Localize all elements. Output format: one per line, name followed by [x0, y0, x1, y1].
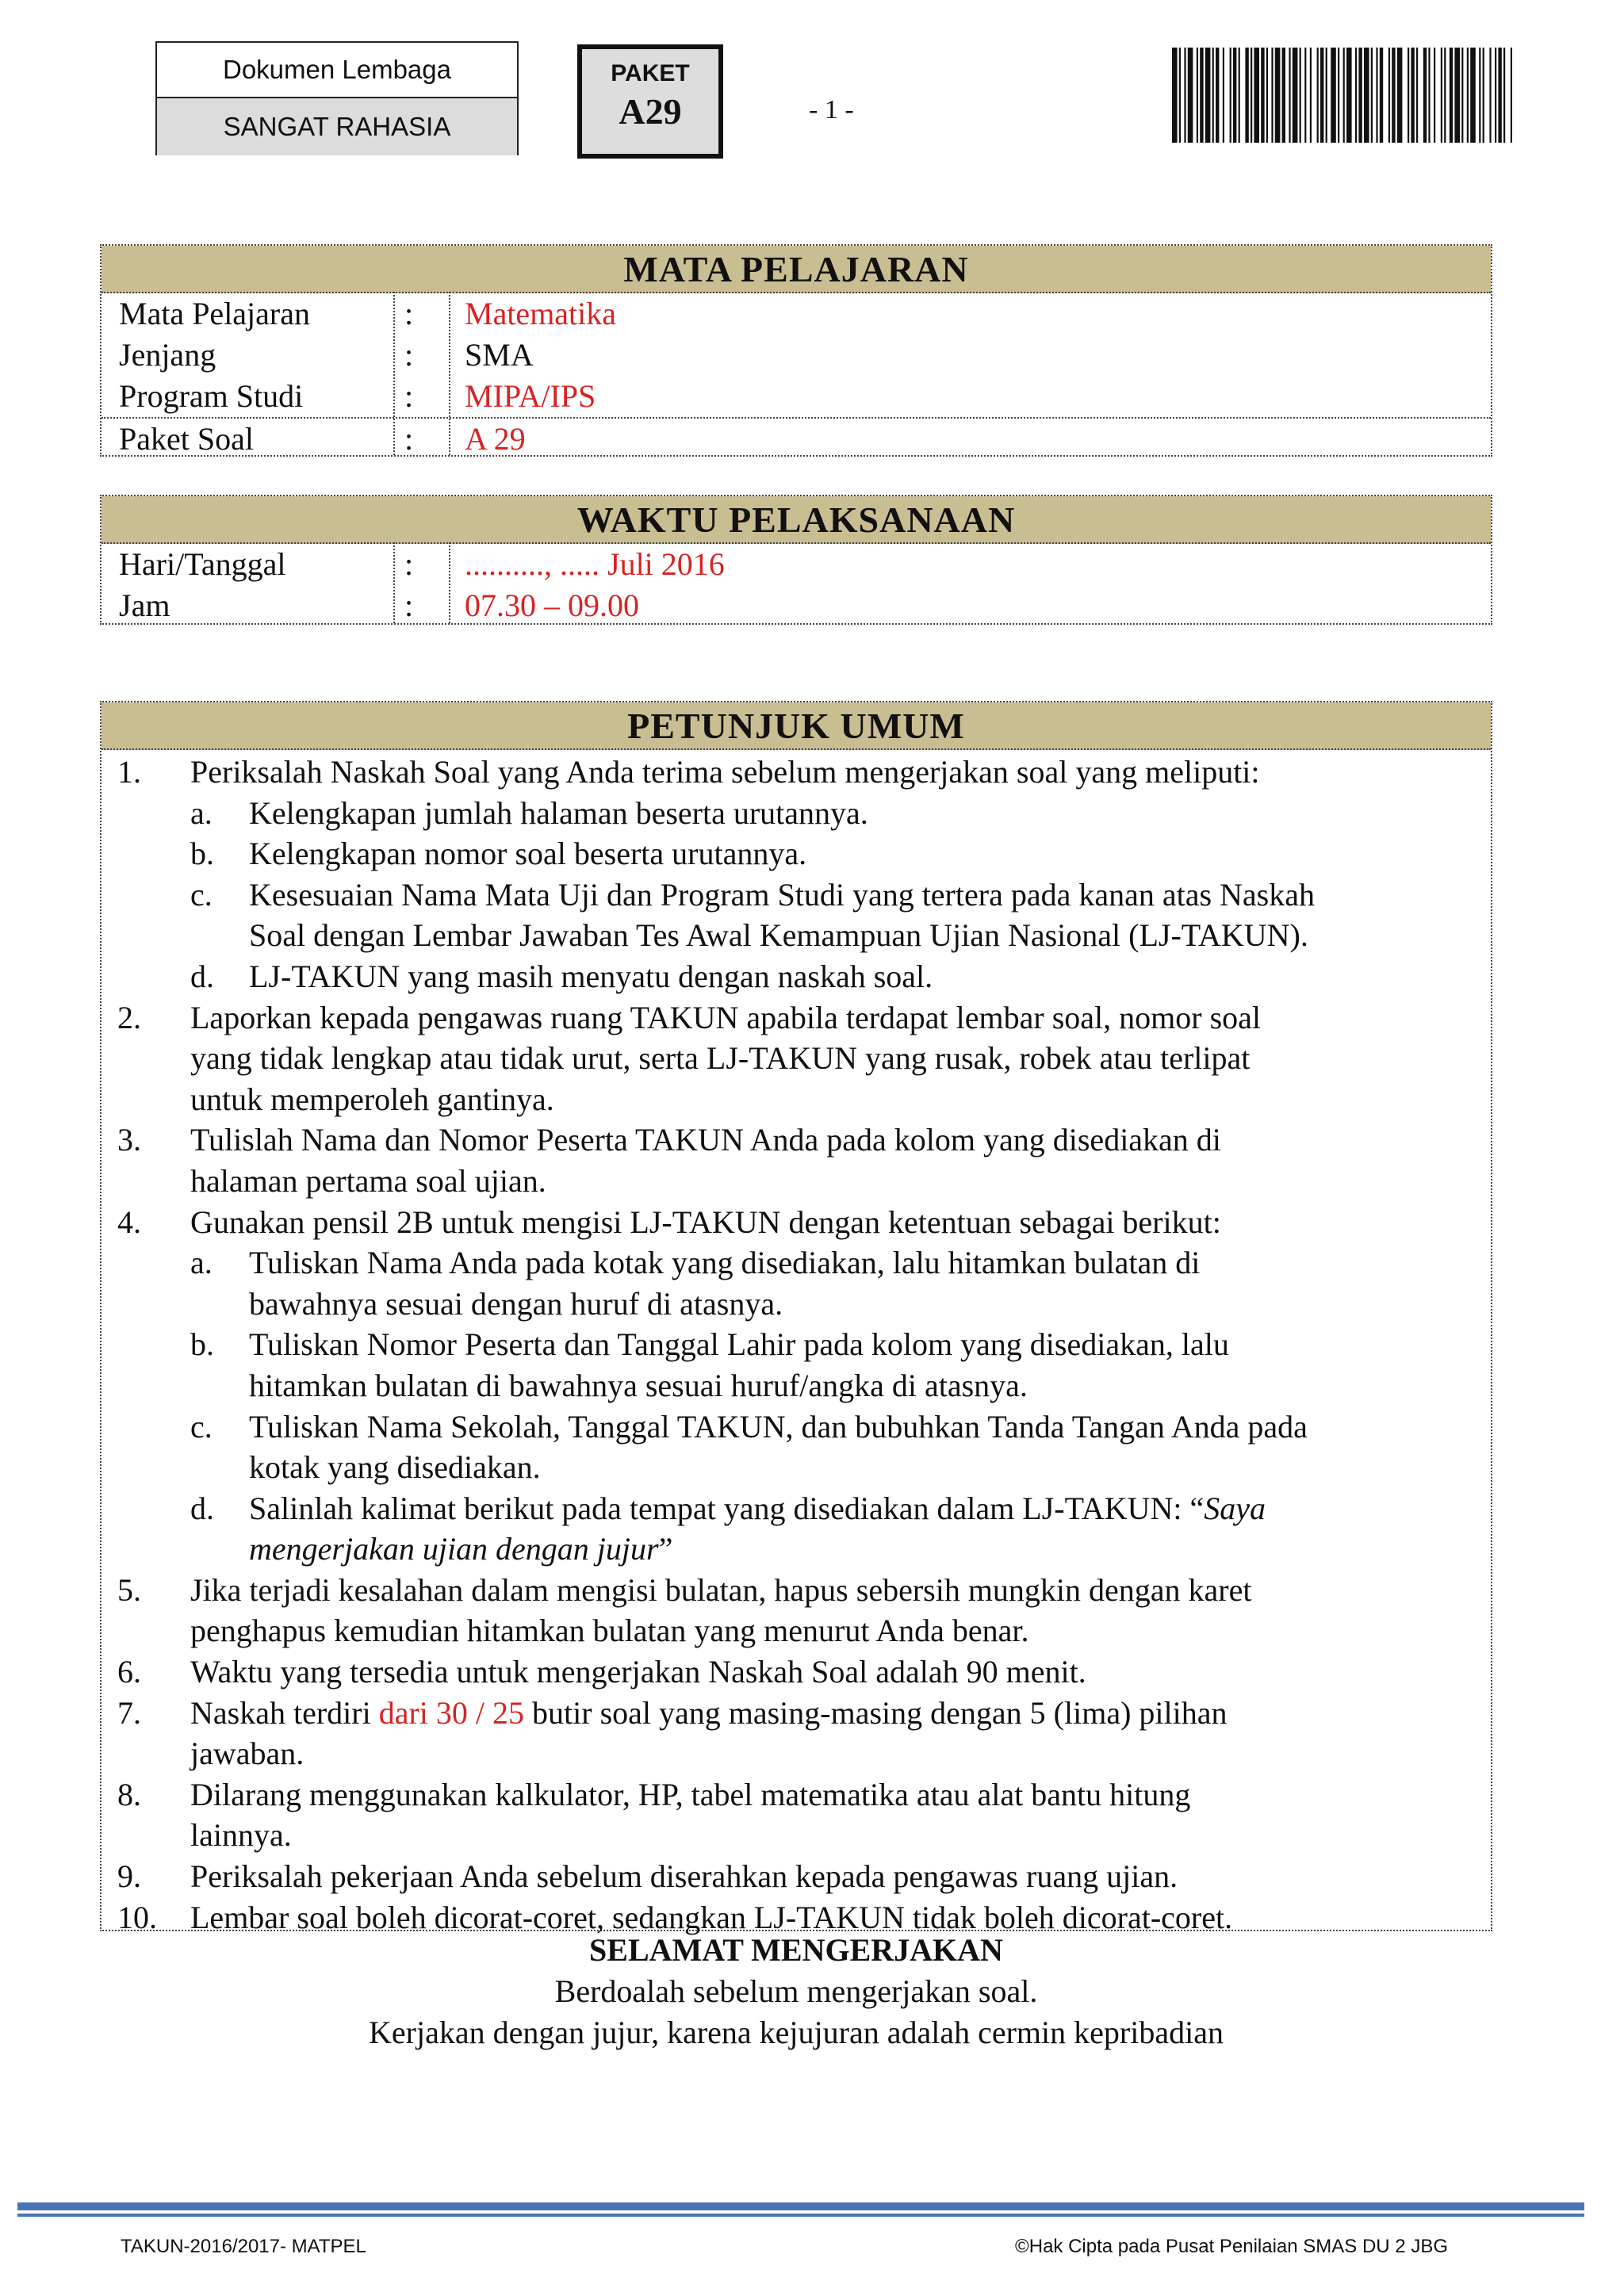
item-letter: a.: [190, 794, 213, 831]
closing-line: Kerjakan dengan jujur, karena kejujuran adalah cermin kepribadian: [369, 2015, 1224, 2050]
barcode-bar: [1503, 48, 1505, 143]
item-number: 3.: [117, 1122, 141, 1158]
item-text: LJ-TAKUN yang masih menyatu dengan naskah soal.: [249, 958, 933, 994]
item-text-highlight: dari 30 / 25: [378, 1694, 525, 1731]
item-text: Kelengkapan jumlah halaman beserta urutannya.: [249, 794, 868, 831]
barcode-bar: [1282, 48, 1285, 143]
item-text: Soal dengan Lembar Jawaban Tes Awal Kemampuan Ujian Nasional (LJ-TAKUN).: [249, 917, 1308, 954]
list-item: [102, 1079, 1491, 1120]
list-item: [102, 1488, 1491, 1529]
item-text-part: ”: [658, 1531, 673, 1567]
list-item: [102, 1733, 1491, 1774]
item-letter: b.: [190, 836, 214, 872]
list-item: [102, 1815, 1491, 1856]
row-value: .........., ..... Juli 2016: [465, 546, 725, 582]
barcode-bar: [1317, 48, 1319, 143]
item-text: Dilarang menggunakan kalkulator, HP, tabel matematika atau alat bantu hitung: [190, 1776, 1191, 1812]
barcode-bar: [1293, 48, 1298, 143]
list-item: [102, 874, 1491, 916]
row-colon: :: [404, 378, 414, 414]
list-item: [102, 1447, 1491, 1488]
document-label: Dokumen Lembaga: [157, 43, 517, 98]
item-text: [190, 1693, 1228, 1734]
barcode-bar: [1454, 48, 1460, 143]
item-text: bawahnya sesuai dengan huruf di atasnya.: [249, 1285, 783, 1322]
barcode-bar: [1461, 48, 1463, 143]
item-text: Tuliskan Nomor Peserta dan Tanggal Lahir pada kolom yang disediakan, lalu: [249, 1326, 1229, 1363]
list-item: [102, 793, 1491, 834]
item-text: kotak yang disediakan.: [249, 1449, 541, 1486]
item-text-part: butir soal yang masing-masing dengan 5 (lima) pilihan: [524, 1694, 1228, 1731]
list-item: [102, 1774, 1491, 1816]
row-colon: :: [404, 296, 414, 331]
item-number: 10.: [117, 1899, 157, 1935]
barcode-bar: [1188, 48, 1193, 143]
list-item: [102, 1529, 1491, 1570]
info-row: [102, 544, 1491, 585]
barcode-bar: [1271, 48, 1273, 143]
barcode-bar: [1428, 48, 1430, 143]
item-text: Tuliskan Nama Sekolah, Tanggal TAKUN, dan bubuhkan Tanda Tangan Anda pada: [249, 1408, 1308, 1445]
barcode-bar: [1310, 48, 1312, 143]
barcode-bar: [1511, 48, 1512, 143]
item-text: [249, 1488, 1266, 1529]
item-text: lainnya.: [190, 1817, 292, 1854]
item-number: 7.: [117, 1694, 141, 1731]
item-text: yang tidak lengkap atau tidak urut, serta LJ-TAKUN yang rusak, robek atau terlipat: [190, 1040, 1251, 1077]
barcode-bar: [1392, 48, 1395, 143]
waktu-pelaksanaan-section: [100, 495, 1492, 625]
info-row: [102, 419, 1491, 460]
barcode-bar: [1223, 48, 1224, 143]
barcode-bar: [1483, 48, 1484, 143]
item-text: jawaban.: [190, 1735, 304, 1772]
row-label: Paket Soal: [119, 421, 254, 457]
list-item: [102, 1570, 1491, 1611]
petunjuk-umum-title: PETUNJUK UMUM: [102, 702, 1491, 750]
petunjuk-umum-section: [100, 701, 1492, 1935]
item-number: 4.: [117, 1203, 141, 1240]
info-row: [102, 293, 1491, 335]
item-text: Periksalah Naskah Soal yang Anda terima sebelum mengerjakan soal yang meliputi:: [190, 754, 1260, 790]
barcode-bar: [1179, 48, 1181, 143]
barcode-bar: [1364, 48, 1369, 143]
barcode-bar: [1355, 48, 1357, 143]
item-number: 6.: [117, 1654, 141, 1690]
barcode-bar: [1444, 48, 1446, 143]
item-text-part: Naskah terdiri: [190, 1694, 379, 1731]
mata-pelajaran-title: MATA PELAJARAN: [102, 246, 1491, 293]
barcode-bar: [1376, 48, 1377, 143]
item-letter: c.: [190, 1408, 213, 1445]
list-item: [102, 1856, 1491, 1897]
column-divider: [449, 542, 450, 623]
footer-divider: [17, 2202, 1584, 2210]
barcode-bar: [1489, 48, 1491, 143]
row-label: Mata Pelajaran: [119, 296, 310, 331]
column-divider: [393, 292, 395, 455]
paket-code: A29: [619, 91, 682, 132]
barcode-bar: [1450, 48, 1453, 143]
list-item: [102, 997, 1491, 1039]
list-item: [102, 1365, 1491, 1406]
barcode-bar: [1245, 48, 1248, 143]
row-label: Hari/Tanggal: [119, 546, 286, 582]
closing-line: Berdoalah sebelum mengerjakan soal.: [554, 1973, 1038, 2009]
row-value: A 29: [465, 421, 526, 457]
row-label: Jenjang: [119, 337, 216, 373]
list-item: [102, 1651, 1491, 1693]
barcode-bar: [1388, 48, 1390, 143]
barcode-bar: [1338, 48, 1339, 143]
footer-left: TAKUN-2016/2017- MATPEL: [121, 2236, 366, 2257]
item-text: Waktu yang tersedia untuk mengerjakan Naskah Soal adalah 90 menit.: [190, 1654, 1086, 1690]
barcode-bar: [1416, 48, 1418, 143]
barcode-bar: [1470, 48, 1476, 143]
item-letter: d.: [190, 1490, 214, 1526]
barcode-bar: [1184, 48, 1185, 143]
closing-title: SELAMAT MENGERJAKAN: [589, 1932, 1003, 1968]
row-colon: :: [404, 546, 414, 582]
row-colon: :: [404, 587, 414, 623]
instruction-list: [102, 750, 1491, 1938]
item-text: Kelengkapan nomor soal beserta urutannya.: [249, 836, 807, 872]
item-letter: c.: [190, 876, 213, 913]
item-text: halaman pertama soal ujian.: [190, 1162, 546, 1199]
list-item: [102, 1284, 1491, 1325]
list-item: [102, 956, 1491, 997]
item-text: untuk memperoleh gantinya.: [190, 1081, 554, 1117]
list-item: [102, 752, 1491, 793]
column-divider: [449, 292, 450, 455]
row-value: MIPA/IPS: [465, 378, 596, 414]
barcode-bar: [1467, 48, 1469, 143]
barcode-bar: [1358, 48, 1362, 143]
item-text: Tuliskan Nama Anda pada kotak yang disediakan, lalu hitamkan bulatan di: [249, 1245, 1201, 1281]
list-item: [102, 1693, 1491, 1734]
barcode-bar: [1300, 48, 1301, 143]
item-number: 8.: [117, 1776, 141, 1812]
list-item: [102, 1038, 1491, 1079]
page-number: - 1 -: [809, 95, 854, 124]
list-item: [102, 833, 1491, 874]
item-text: Jika terjadi kesalahan dalam mengisi bulatan, hapus sebersih mungkin dengan karet: [190, 1571, 1252, 1608]
item-text: Gunakan pensil 2B untuk mengisi LJ-TAKUN dengan ketentuan sebagai berikut:: [190, 1203, 1221, 1240]
item-text: Lembar soal boleh dicorat-coret, sedangkan LJ-TAKUN tidak boleh dicorat-coret.: [190, 1899, 1233, 1935]
barcode-bar: [1212, 48, 1214, 143]
barcode-bar: [1289, 48, 1290, 143]
list-item: [102, 1406, 1491, 1448]
list-item: [102, 1242, 1491, 1284]
barcode-bar: [1197, 48, 1198, 143]
barcode-bar: [1434, 48, 1435, 143]
item-text: hitamkan bulatan di bawahnya sesuai huruf/angka di atasnya.: [249, 1367, 1028, 1403]
barcode-bar: [1441, 48, 1442, 143]
barcode-bar: [1251, 48, 1252, 143]
barcode-bar: [1266, 48, 1268, 143]
info-row: [102, 376, 1491, 419]
barcode-image: [1172, 48, 1515, 143]
row-label: Jam: [119, 587, 170, 623]
footer-right: ©Hak Cipta pada Pusat Penilaian SMAS DU 2 JBG: [1015, 2236, 1448, 2257]
item-text: Periksalah pekerjaan Anda sebelum diserahkan kepada pengawas ruang ujian.: [190, 1858, 1178, 1895]
barcode-bar: [1411, 48, 1414, 143]
barcode-bar: [1230, 48, 1231, 143]
info-row: [102, 585, 1491, 626]
barcode-bar: [1495, 48, 1496, 143]
barcode-bar: [1331, 48, 1336, 143]
barcode-bar: [1343, 48, 1345, 143]
barcode-bar: [1275, 48, 1281, 143]
barcode-bar: [1346, 48, 1352, 143]
row-colon: :: [404, 421, 414, 457]
item-number: 5.: [117, 1571, 141, 1608]
barcode-bar: [1261, 48, 1264, 143]
item-text: Kesesuaian Nama Mata Uji dan Program Studi yang tertera pada kanan atas Naskah: [249, 876, 1315, 913]
row-colon: :: [404, 337, 414, 373]
barcode-bar: [1498, 48, 1501, 143]
list-item: [102, 1161, 1491, 1202]
barcode-bar: [1172, 48, 1178, 143]
item-text-italic: Saya: [1204, 1490, 1266, 1526]
document-label-box: [155, 41, 519, 155]
item-text-italic: mengerjakan ujian dengan jujur: [249, 1531, 659, 1567]
secrecy-label: SANGAT RAHASIA: [157, 98, 517, 155]
item-number: 9.: [117, 1858, 141, 1895]
paket-box: [577, 44, 723, 159]
barcode-bar: [1304, 48, 1306, 143]
row-value: SMA: [465, 337, 534, 373]
barcode-bar: [1371, 48, 1373, 143]
item-letter: d.: [190, 958, 214, 994]
item-text-part: Salinlah kalimat berikut pada tempat yang disediakan dalam LJ-TAKUN: “: [249, 1490, 1205, 1526]
list-item: [102, 1324, 1491, 1365]
list-item: [102, 1119, 1491, 1161]
list-item: [102, 915, 1491, 956]
barcode-bar: [1479, 48, 1480, 143]
barcode-bar: [1239, 48, 1240, 143]
item-text: penghapus kemudian hitamkan bulatan yang menurut Anda benar.: [190, 1613, 1029, 1649]
row-label: Program Studi: [119, 378, 304, 414]
mata-pelajaran-section: [100, 244, 1492, 457]
barcode-bar: [1408, 48, 1409, 143]
item-number: 2.: [117, 999, 141, 1035]
row-value: Matematika: [465, 296, 617, 331]
item-text: [249, 1529, 672, 1570]
barcode-bar: [1216, 48, 1219, 143]
item-text: Laporkan kepada pengawas ruang TAKUN apabila terdapat lembar soal, nomor soal: [190, 999, 1262, 1035]
barcode-bar: [1254, 48, 1259, 143]
barcode-bar: [1380, 48, 1383, 143]
barcode-bar: [1320, 48, 1323, 143]
waktu-pelaksanaan-title: WAKTU PELAKSANAAN: [102, 496, 1491, 544]
barcode-bar: [1200, 48, 1203, 143]
barcode-bar: [1397, 48, 1403, 143]
item-number: 1.: [117, 754, 141, 790]
item-letter: a.: [190, 1245, 213, 1281]
column-divider: [393, 542, 395, 623]
barcode-bar: [1233, 48, 1236, 143]
paket-label: PAKET: [611, 60, 690, 86]
footer-divider: [17, 2214, 1584, 2217]
list-item: [102, 1202, 1491, 1243]
item-text: Tulislah Nama dan Nomor Peserta TAKUN Anda pada kolom yang disediakan di: [190, 1122, 1221, 1158]
barcode-bar: [1326, 48, 1327, 143]
barcode-bar: [1205, 48, 1211, 143]
row-value: 07.30 – 09.00: [465, 587, 639, 623]
list-item: [102, 1610, 1491, 1651]
item-letter: b.: [190, 1326, 214, 1363]
barcode-bar: [1423, 48, 1427, 143]
info-row: [102, 335, 1491, 376]
